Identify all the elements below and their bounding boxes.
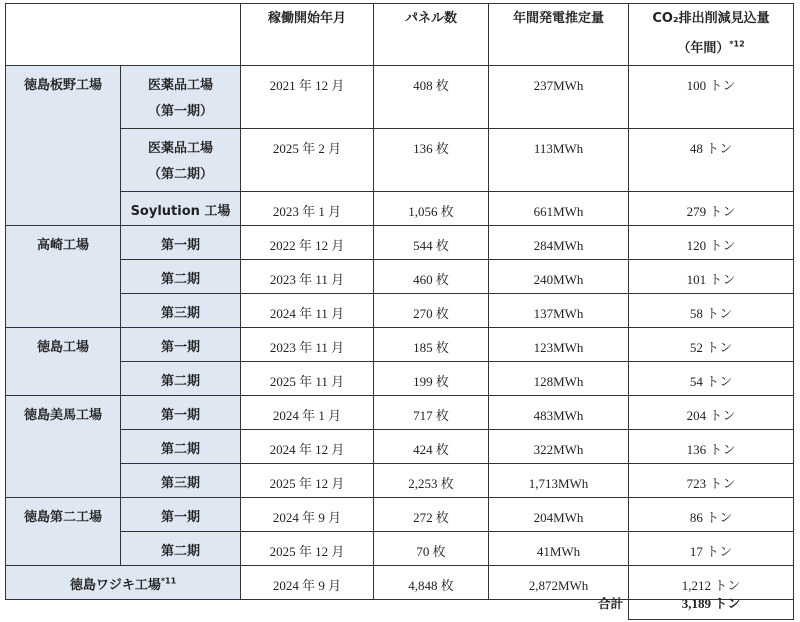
- start-date: 2024 年 12 月: [241, 430, 374, 464]
- table-row: [6, 66, 794, 129]
- table-row: [6, 498, 794, 532]
- table-row: [6, 294, 794, 328]
- generation: 1,713MWh: [489, 464, 629, 498]
- co2-reduction: 48 トン: [629, 129, 794, 192]
- table-row: [6, 430, 794, 464]
- generation: 322MWh: [489, 430, 629, 464]
- solar-installation-table: [5, 3, 794, 600]
- co2-reduction: 52 トン: [629, 328, 794, 362]
- sub-label: 第二期: [121, 532, 241, 566]
- group-label: 徳島美馬工場: [6, 396, 121, 498]
- table-row: [6, 226, 794, 260]
- table-row: [6, 192, 794, 226]
- sub-label: 第一期: [121, 328, 241, 362]
- total-label: 合計: [597, 596, 623, 611]
- start-date: 2024 年 9 月: [241, 566, 374, 600]
- sub-label: 第二期: [121, 260, 241, 294]
- table-row: [6, 129, 794, 192]
- header-blank: [6, 4, 241, 66]
- table-row: [6, 396, 794, 430]
- header-start-date: 稼働開始年月: [241, 4, 374, 66]
- panel-count: 717 枚: [374, 396, 489, 430]
- co2-reduction: 101 トン: [629, 260, 794, 294]
- panel-count: 460 枚: [374, 260, 489, 294]
- co2-reduction: 1,212 トン: [629, 566, 794, 600]
- generation: 284MWh: [489, 226, 629, 260]
- co2-reduction: 204 トン: [629, 396, 794, 430]
- sub-label: 第二期: [121, 362, 241, 396]
- start-date: 2021 年 12 月: [241, 66, 374, 129]
- group-label: 徳島ワジキ工場$^{*11}$: [6, 566, 241, 600]
- header-panels: パネル数: [374, 4, 489, 66]
- generation: 240MWh: [489, 260, 629, 294]
- start-date: 2022 年 12 月: [241, 226, 374, 260]
- generation: 237MWh: [489, 66, 629, 129]
- generation: 2,872MWh: [489, 566, 629, 600]
- generation: 483MWh: [489, 396, 629, 430]
- sub-label: 第一期: [121, 396, 241, 430]
- header-row: [6, 4, 794, 66]
- start-date: 2024 年 9 月: [241, 498, 374, 532]
- group-label: 高崎工場: [6, 226, 121, 328]
- co2-reduction: 100 トン: [629, 66, 794, 129]
- sub-label: Soylution 工場: [121, 192, 241, 226]
- table-row: [6, 362, 794, 396]
- start-date: 2025 年 11 月: [241, 362, 374, 396]
- start-date: 2023 年 11 月: [241, 328, 374, 362]
- table-row: [6, 260, 794, 294]
- panel-count: 270 枚: [374, 294, 489, 328]
- panel-count: 2,253 枚: [374, 464, 489, 498]
- generation: 123MWh: [489, 328, 629, 362]
- sub-label: 第三期: [121, 464, 241, 498]
- table-row: [6, 328, 794, 362]
- start-date: 2023 年 11 月: [241, 260, 374, 294]
- generation: 128MWh: [489, 362, 629, 396]
- panel-count: 272 枚: [374, 498, 489, 532]
- panel-count: 199 枚: [374, 362, 489, 396]
- table-row: [6, 464, 794, 498]
- co2-reduction: 54 トン: [629, 362, 794, 396]
- start-date: 2024 年 1 月: [241, 396, 374, 430]
- co2-reduction: 86 トン: [629, 498, 794, 532]
- generation: 137MWh: [489, 294, 629, 328]
- sub-label: 第一期: [121, 498, 241, 532]
- co2-reduction: 279 トン: [629, 192, 794, 226]
- header-generation: 年間発電推定量: [489, 4, 629, 66]
- group-label: 徳島工場: [6, 328, 121, 396]
- panel-count: 136 枚: [374, 129, 489, 192]
- generation: 41MWh: [489, 532, 629, 566]
- sub-label: 第二期: [121, 430, 241, 464]
- generation: 113MWh: [489, 129, 629, 192]
- panel-count: 70 枚: [374, 532, 489, 566]
- panel-count: 408 枚: [374, 66, 489, 129]
- sub-label: 医薬品工場 （第一期）: [121, 66, 241, 129]
- group-label: 徳島板野工場: [6, 66, 121, 226]
- start-date: 2025 年 12 月: [241, 532, 374, 566]
- table-row: [6, 532, 794, 566]
- co2-reduction: 136 トン: [629, 430, 794, 464]
- sub-label: 医薬品工場 （第二期）: [121, 129, 241, 192]
- start-date: 2025 年 12 月: [241, 464, 374, 498]
- co2-reduction: 120 トン: [629, 226, 794, 260]
- sub-label: 第一期: [121, 226, 241, 260]
- generation: 661MWh: [489, 192, 629, 226]
- header-co2: CO₂排出削減見込量 （年間）$^{*12}$: [629, 4, 794, 66]
- group-label: 徳島第二工場: [6, 498, 121, 566]
- sub-label: 第三期: [121, 294, 241, 328]
- panel-count: 1,056 枚: [374, 192, 489, 226]
- co2-reduction: 17 トン: [629, 532, 794, 566]
- generation: 204MWh: [489, 498, 629, 532]
- panel-count: 185 枚: [374, 328, 489, 362]
- start-date: 2024 年 11 月: [241, 294, 374, 328]
- co2-reduction: 723 トン: [629, 464, 794, 498]
- total-value: 3,189 トン: [628, 588, 794, 620]
- panel-count: 4,848 枚: [374, 566, 489, 600]
- start-date: 2023 年 1 月: [241, 192, 374, 226]
- start-date: 2025 年 2 月: [241, 129, 374, 192]
- co2-reduction: 58 トン: [629, 294, 794, 328]
- panel-count: 424 枚: [374, 430, 489, 464]
- panel-count: 544 枚: [374, 226, 489, 260]
